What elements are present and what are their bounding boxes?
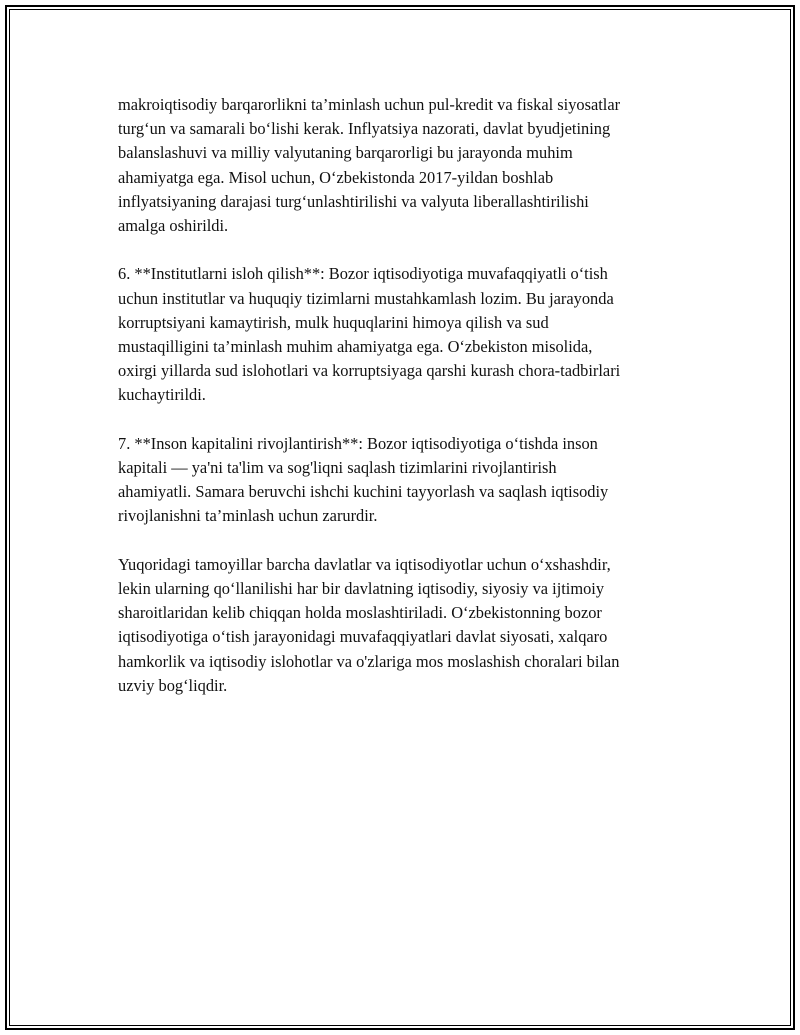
text-line: sharoitlaridan kelib chiqqan holda moslashtiriladi. O‘zbekistonning bozor (118, 603, 602, 623)
paragraph-macroeconomic-stability (118, 93, 703, 238)
text-line: 6. **Institutlarni isloh qilish**: Bozor iqtisodiyotiga muvafaqqiyatli o‘tish (118, 264, 608, 284)
text-line: hamkorlik va iqtisodiy islohotlar va o'zlariga mos moslashish choralari bilan (118, 651, 620, 671)
text-line: amalga oshirildi. (118, 216, 229, 236)
paragraph-human-capital (118, 432, 703, 529)
document-body (118, 93, 703, 722)
text-line: inflyatsiyaning darajasi turg‘unlashtirilishi va valyuta liberallashtirilishi (118, 191, 589, 211)
text-line: 7. **Inson kapitalini rivojlantirish**: Bozor iqtisodiyotiga o‘tishda inson (118, 433, 598, 453)
text-line: kuchaytirildi. (118, 385, 206, 405)
text-line: mustaqilligini ta’minlash muhim ahamiyatga ega. O‘zbekiston misolida, (118, 337, 593, 357)
text-line: turg‘un va samarali bo‘lishi kerak. Inflyatsiya nazorati, davlat byudjetining (118, 119, 611, 139)
text-line: balanslashuvi va milliy valyutaning barqarorligi bu jarayonda muhim (118, 143, 573, 163)
text-line: kapitali — ya'ni ta'lim va sog'liqni saqlash tizimlarini rivojlantirish (118, 458, 557, 478)
paragraph-institutional-reform (118, 262, 703, 407)
text-line: uzviy bog‘liqdir. (118, 675, 228, 695)
text-line: makroiqtisodiy barqarorlikni ta’minlash uchun pul-kredit va fiskal siyosatlar (118, 95, 621, 114)
text-line: iqtisodiyotiga o‘tish jarayonidagi muvafaqqiyatlari davlat siyosati, xalqaro (118, 627, 608, 647)
text-line: ahamiyatli. Samara beruvchi ishchi kuchini tayyorlash va saqlash iqtisodiy (118, 482, 609, 502)
text-line: ahamiyatga ega. Misol uchun, O‘zbekistonda 2017-yildan boshlab (118, 167, 554, 187)
text-line: uchun institutlar va huquqiy tizimlarni mustahkamlash lozim. Bu jarayonda (118, 288, 614, 308)
text-line: korruptsiyani kamaytirish, mulk huquqlarini himoya qilish va sud (118, 312, 549, 332)
text-line: Yuqoridagi tamoyillar barcha davlatlar va iqtisodiyotlar uchun o‘xshashdir, (118, 554, 611, 574)
text-line: oxirgi yillarda sud islohotlari va korruptsiyaga qarshi kurash chora-tadbirlari (118, 361, 621, 381)
text-line: rivojlanishni ta’minlash uchun zarurdir. (118, 506, 378, 526)
text-line: lekin ularning qo‘llanilishi har bir davlatning iqtisodiy, siyosiy va ijtimoiy (118, 579, 605, 599)
paragraph-conclusion (118, 553, 703, 698)
